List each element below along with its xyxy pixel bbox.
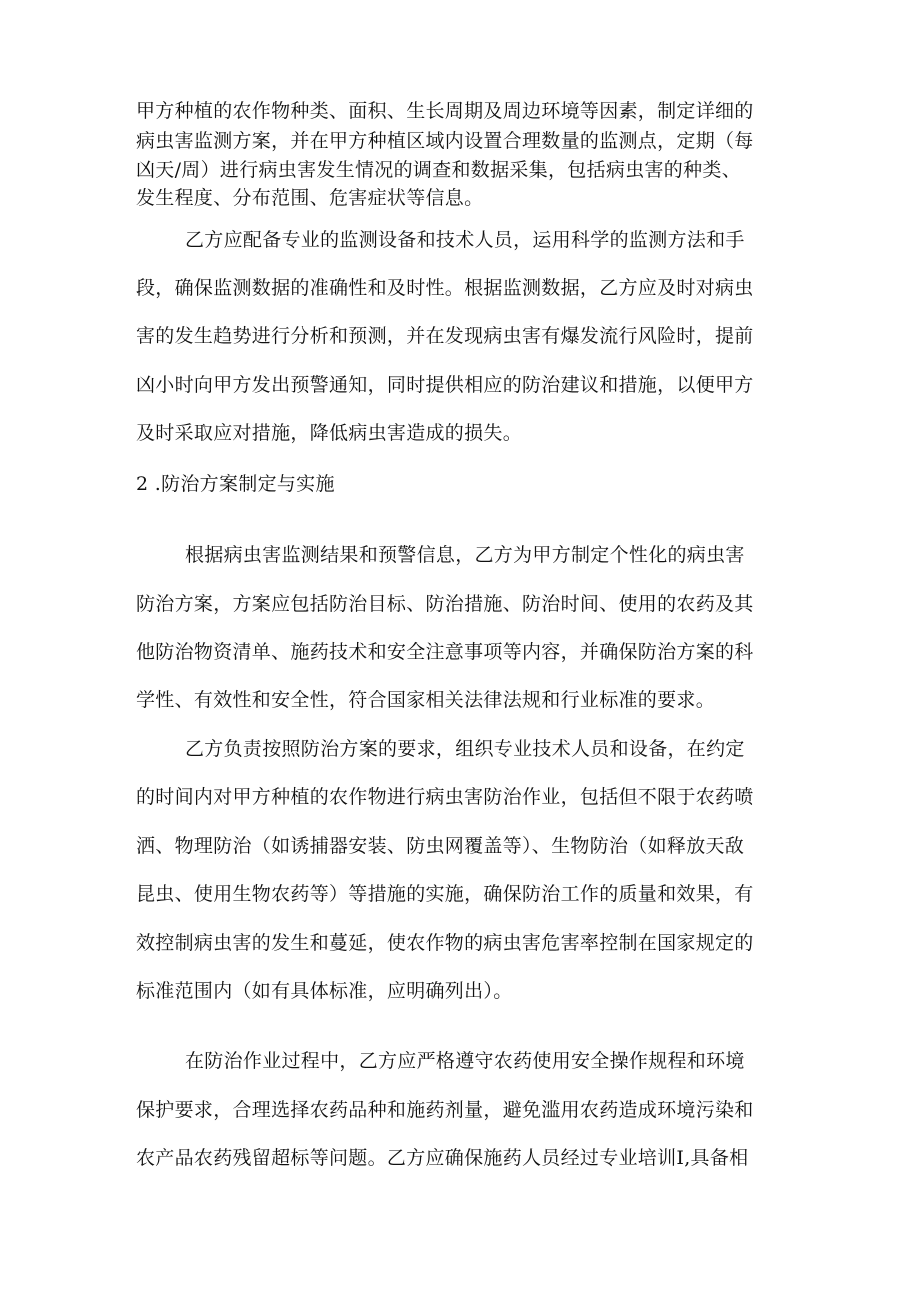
paragraph-2-line-2: 段，确保监测数据的准确性和及时性。根据监测数据，乙方应及时对病虫 — [136, 277, 754, 299]
paragraph-5-line-3: 农产品农药残留超标等问题。乙方应确保施药人员经过专业培训I,具备相 — [136, 1147, 749, 1169]
paragraph-1-line-1: 甲方种植的农作物种类、面积、生长周期及周边环境等因素，制定详细的 — [136, 100, 754, 122]
paragraph-3-line-4: 学性、有效性和安全性，符合国家相关法律法规和行业标准的要求。 — [136, 689, 716, 711]
paragraph-1-line-4: 发生程度、分布范围、危害症状等信息。 — [136, 187, 484, 209]
paragraph-1-line-2: 病虫害监测方案，并在甲方种植区域内设置合理数量的监测点，定期（每 — [136, 130, 754, 152]
paragraph-5-line-1: 在防治作业过程中，乙方应严格遵守农药使用安全操作规程和环境 — [185, 1050, 745, 1072]
section-heading: 2 .防治方案制定与实施 — [136, 473, 335, 495]
paragraph-2-line-3: 害的发生趋势进行分析和预测，并在发现病虫害有爆发流行风险时，提前 — [136, 325, 754, 347]
paragraph-4-line-5: 效控制病虫害的发生和蔓延，使农作物的病虫害危害率控制在国家规定的 — [136, 932, 754, 954]
paragraph-4-line-2: 的时间内对甲方种植的农作物进行病虫害防治作业，包括但不限于农药喷 — [136, 786, 754, 808]
paragraph-4-line-4: 昆虫、使用生物农药等）等措施的实施，确保防治工作的质量和效果，有 — [136, 883, 754, 905]
paragraph-2-line-1: 乙方应配备专业的监测设备和技术人员，运用科学的监测方法和手 — [185, 229, 745, 251]
paragraph-3-line-3: 他防治物资清单、施药技术和安全注意事项等内容，并确保防治方案的科 — [136, 641, 754, 663]
paragraph-1-line-3: 凶天/周）进行病虫害发生情况的调查和数据采集，包括病虫害的种类、 — [136, 159, 742, 181]
paragraph-2-line-5: 及时采取应对措施，降低病虫害造成的损失。 — [136, 422, 523, 444]
paragraph-3-line-1: 根据病虫害监测结果和预警信息，乙方为甲方制定个性化的病虫害 — [185, 544, 745, 566]
paragraph-4-line-1: 乙方负责按照防治方案的要求，组织专业技术人员和设备，在约定 — [185, 738, 745, 760]
paragraph-4-line-3: 洒、物理防治（如诱捕器安装、防虫网覆盖等）、生物防治（如释放天敌 — [136, 835, 745, 857]
paragraph-3-line-2: 防治方案，方案应包括防治目标、防治措施、防治时间、使用的农药及其 — [136, 593, 754, 615]
paragraph-2-line-4: 凶小时向甲方发出预警通知，同时提供相应的防治建议和措施，以便甲方 — [136, 374, 754, 396]
paragraph-5-line-2: 保护要求，合理选择农药品种和施药剂量，避免滥用农药造成环境污染和 — [136, 1099, 754, 1121]
paragraph-4-line-6: 标准范围内（如有具体标准，应明确列出）。 — [136, 980, 513, 1002]
